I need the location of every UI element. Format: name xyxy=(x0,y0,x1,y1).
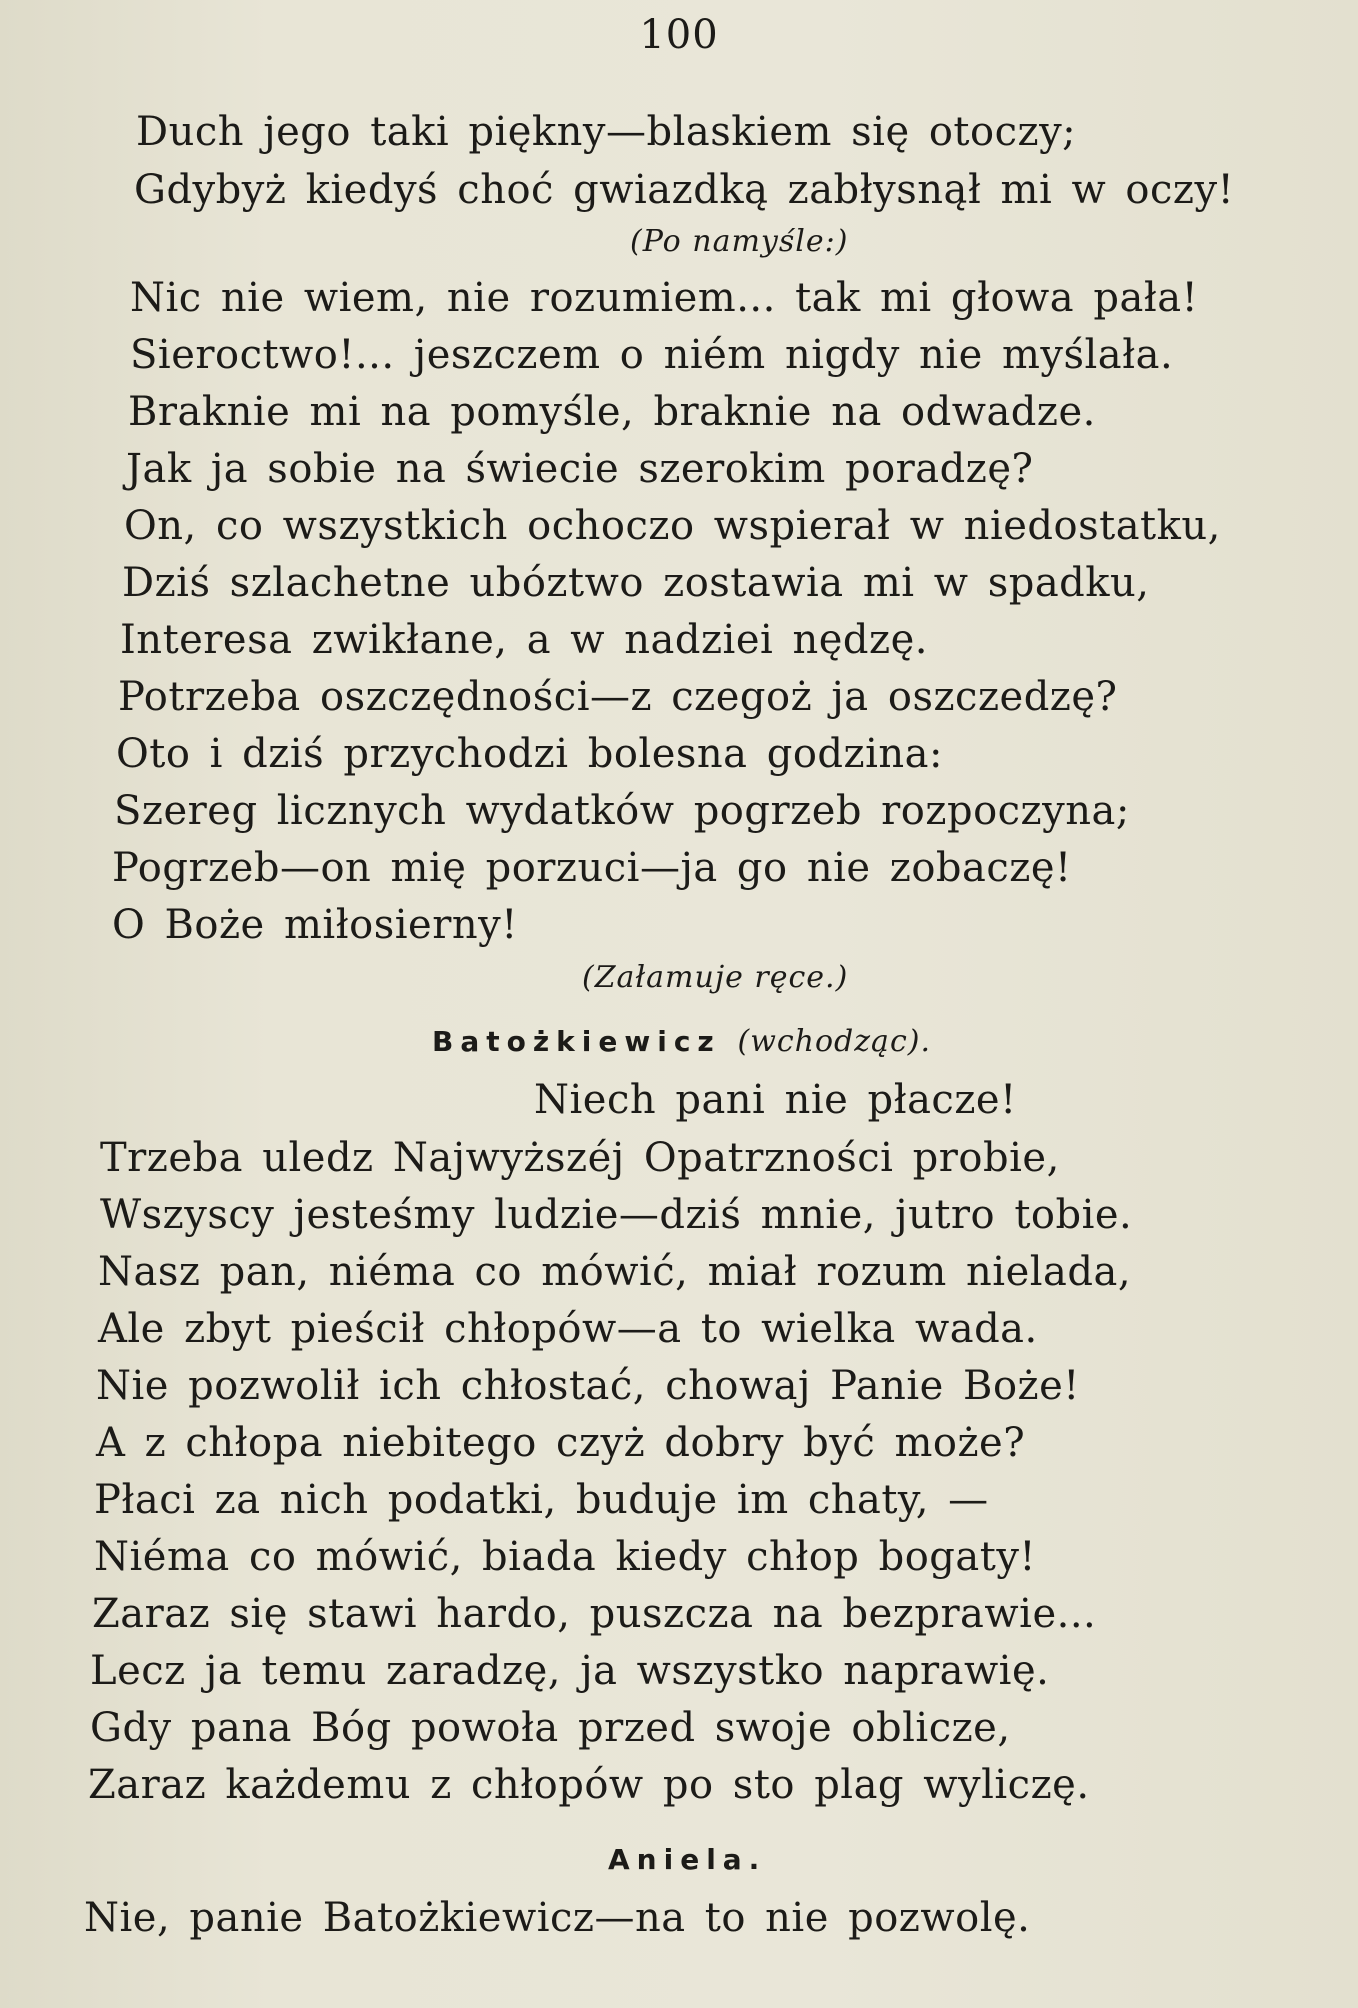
verse-line: Nie, panie Batożkiewicz—na to nie pozwolę. xyxy=(84,1895,1031,1941)
verse-line: Gdy pana Bóg powoła przed swoje oblicze, xyxy=(90,1705,1011,1751)
verse-line: A z chłopa niebitego czyż dobry być może? xyxy=(96,1420,1026,1466)
verse-line: Wszyscy jesteśmy ludzie—dziś mnie, jutro tobie. xyxy=(100,1192,1133,1238)
speaker-name: Batożkiewicz xyxy=(432,1025,721,1058)
page-number: 100 xyxy=(639,12,719,58)
verse-line: Potrzeba oszczędności—z czegoż ja oszczedzę? xyxy=(118,674,1118,720)
verse-line: Niech pani nie płacze! xyxy=(534,1077,1017,1123)
stage-direction: (Po namyśle:) xyxy=(630,224,849,259)
speaker-heading xyxy=(432,1022,931,1062)
verse-line: Ale zbyt pieścił chłopów—a to wielka wada. xyxy=(98,1306,1038,1352)
verse-line: Zaraz każdemu z chłopów po sto plag wyliczę. xyxy=(88,1762,1090,1808)
verse-line: Lecz ja temu zaradzę, ja wszystko naprawię. xyxy=(90,1648,1050,1694)
verse-line: Szereg licznych wydatków pogrzeb rozpoczyna; xyxy=(114,788,1130,834)
verse-line: Oto i dziś przychodzi bolesna godzina: xyxy=(116,731,943,777)
verse-line: Nasz pan, niéma co mówić, miał rozum nielada, xyxy=(98,1249,1132,1295)
verse-line: Duch jego taki piękny—blaskiem się otoczy; xyxy=(136,109,1077,155)
verse-line: Braknie mi na pomyśle, braknie na odwadze. xyxy=(128,389,1096,435)
verse-line: Sieroctwo!... jeszczem o niém nigdy nie myślała. xyxy=(130,332,1174,378)
speaker-name: Aniela. xyxy=(608,1843,767,1876)
verse-line: Dziś szlachetne ubóztwo zostawia mi w spadku, xyxy=(122,560,1150,606)
verse-line: O Boże miłosierny! xyxy=(112,902,518,948)
verse-line: Trzeba uledz Najwyższéj Opatrzności probie, xyxy=(100,1135,1060,1181)
verse-line: Płaci za nich podatki, buduje im chaty, — xyxy=(94,1477,989,1523)
verse-line: Interesa zwikłane, a w nadziei nędzę. xyxy=(120,617,928,663)
verse-line: Nic nie wiem, nie rozumiem... tak mi głowa pała! xyxy=(130,275,1199,321)
verse-line: Pogrzeb—on mię porzuci—ja go nie zobaczę! xyxy=(112,845,1072,891)
verse-line: Niéma co mówić, biada kiedy chłop bogaty! xyxy=(94,1534,1036,1580)
speaker-note: (wchodząc). xyxy=(737,1024,931,1059)
verse-line: Zaraz się stawi hardo, puszcza na bezprawie... xyxy=(92,1591,1097,1637)
verse-line: On, co wszystkich ochoczo wspierał w niedostatku, xyxy=(124,503,1221,549)
stage-direction: (Załamuje ręce.) xyxy=(582,960,849,995)
verse-line: Gdybyż kiedyś choć gwiazdką zabłysnął mi w oczy! xyxy=(134,167,1235,213)
verse-line: Nie pozwolił ich chłostać, chowaj Panie Boże! xyxy=(96,1363,1080,1409)
verse-line: Jak ja sobie na świecie szerokim poradzę? xyxy=(126,446,1034,492)
speaker-heading xyxy=(608,1840,766,1880)
